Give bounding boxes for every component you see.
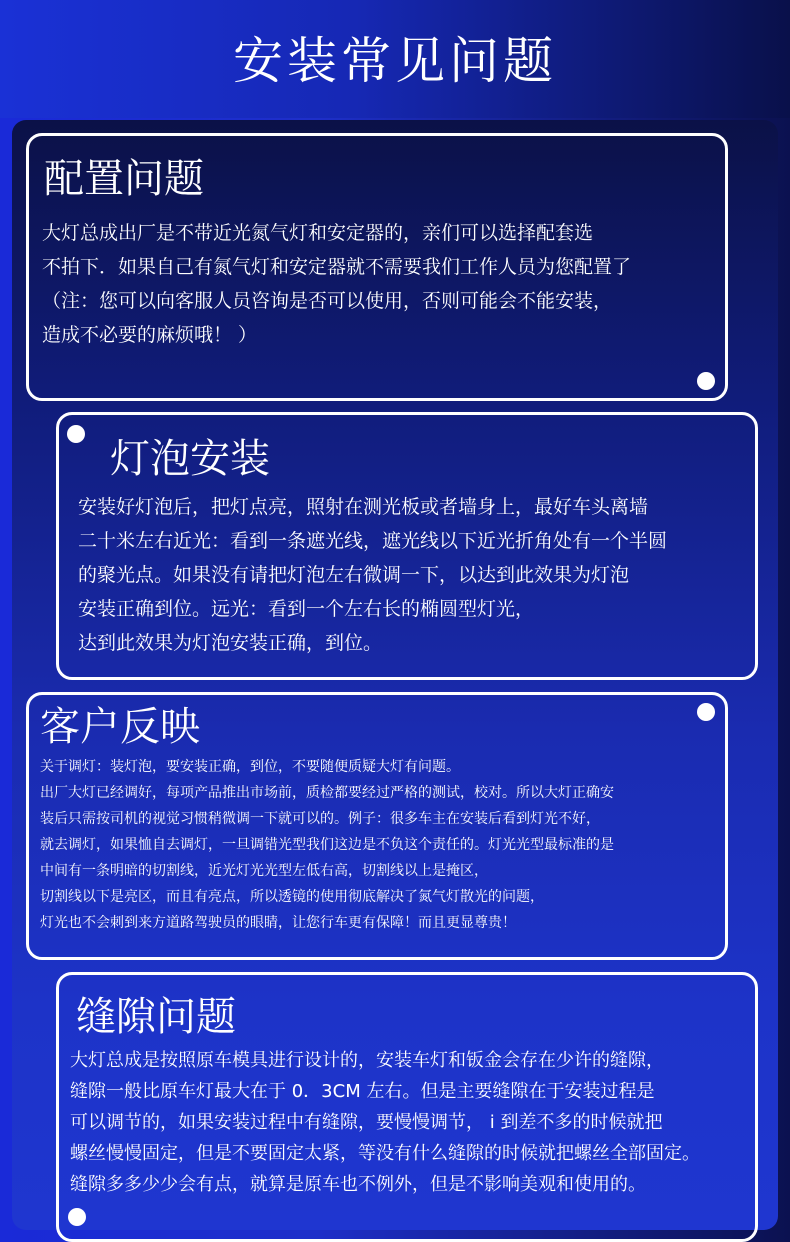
decorative-dot: [697, 703, 715, 721]
section-body-feedback: 关于调灯：装灯泡，要安装正确，到位，不要随便质疑大灯有问题。 出厂大灯已经调好，每项产品推出市场前，质检都要经过严格的测试，校对。所以大灯正确安 装后只需按司机的视觉习惯稍微调一下就可以的。例子：很多车主在安装后看到灯光不好， 就去调灯，如果恤自去调灯，一旦调错光型我们这边是不负这个责任的。灯光光型最标准的是 中间有一条明暗的切割线，近光灯光光型左低右高，切割线以上是掩区， 切割线以下是亮区，而且有亮点，所以透镜的使用彻底解决了氮气灯散光的问题， 灯光也不会刺到来方道路驾驶员的眼睛，让您行车更有保障！而且更显尊贵！: [40, 759, 614, 931]
page-title: 安装常见问题: [233, 32, 557, 90]
section-title-gap: 缝隙问题: [76, 994, 236, 1040]
decorative-dot: [68, 1208, 86, 1226]
section-title-bulb: 灯泡安装: [110, 436, 270, 482]
page-header: [0, 0, 790, 118]
section-title-config: 配置问题: [44, 156, 204, 202]
section-body-bulb: 安装好灯泡后，把灯点亮，照射在测光板或者墙身上，最好车头离墙 二十米左右近光：看到一条遮光线，遮光线以下近光折角处有一个半圆 的聚光点。如果没有请把灯泡左右微调一下，以达到此效果为灯泡 安装正确到位。远光：看到一个左右长的椭圆型灯光， 达到此效果为灯泡安装正确，到位。: [78, 496, 668, 654]
section-body-gap: 大灯总成是按照原车模具进行设计的，安装车灯和钣金会存在少许的缝隙， 缝隙一般比原车灯最大在于 0．3CM 左右。但是主要缝隙在于安装过程是 可以调节的，如果安装过程中有缝隙，要慢慢调节， i 到差不多的时候就把 螺丝慢慢固定，但是不要固定太紧，等没有什么缝隙的时候就把螺丝全部固定。 缝隙多多少少会有点，就算是原车也不例外，但是不影响美观和使用的。: [70, 1050, 700, 1195]
section-body-config: 大灯总成出厂是不带近光氮气灯和安定器的，亲们可以选择配套选 不拍下．如果自己有氮气灯和安定器就不需要我们工作人员为您配置了 （注：您可以向客服人员咨询是否可以使用，否则可能会不能安装， 造成不必要的麻烦哦！ ）: [42, 222, 632, 346]
decorative-dot: [697, 372, 715, 390]
decorative-dot: [67, 425, 85, 443]
section-title-feedback: 客户反映: [40, 704, 200, 750]
